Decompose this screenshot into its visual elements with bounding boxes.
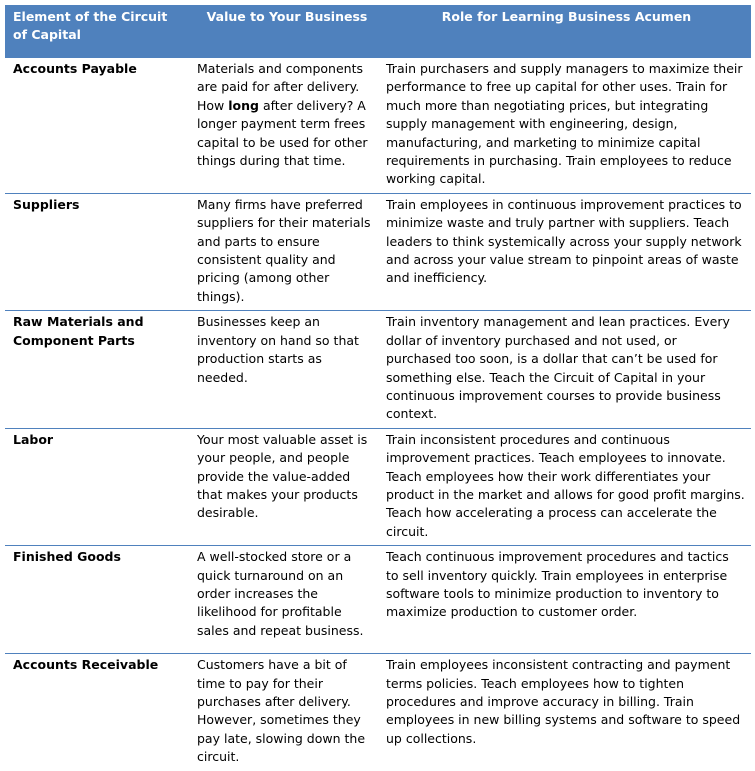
value-emphasis: long xyxy=(228,97,259,113)
value-cell: A well-stocked store or a quick turnaround on an order increases the likelihood for profitable sales and repeat business. xyxy=(192,546,382,654)
value-text: Materials and components are paid for after delivery. How xyxy=(197,61,363,113)
table-row xyxy=(5,654,751,771)
header-role: Role for Learning Business Acumen xyxy=(382,5,751,58)
table-row xyxy=(5,58,751,193)
role-cell: Train purchasers and supply managers to maximize their performance to free up capital for other uses. Train for much more than negotiating prices, but integrating supply management with engineering, design, manufacturing, and marketing to minimize capital requirements in purchasing. Train employees to reduce working capital. xyxy=(386,61,743,187)
role-cell: Train employees in continuous improvement practices to minimize waste and truly partner with suppliers. Teach leaders to think systemically across your supply network and across your value stream to pinpoint areas of waste and inefficiency. xyxy=(382,193,751,310)
header-element: Element of the Circuit of Capital xyxy=(5,5,192,58)
table-row xyxy=(5,546,751,654)
value-cell: Your most valuable asset is your people, and people provide the value-added that makes your products desirable. xyxy=(192,428,382,545)
element-cell: Finished Goods xyxy=(5,546,192,654)
table-row xyxy=(5,428,751,545)
value-cell: Customers have a bit of time to pay for their purchases after delivery. However, sometimes they pay late, slowing down the circuit. xyxy=(192,654,382,771)
role-cell: Train inconsistent procedures and continuous improvement practices. Teach employees to innovate. Teach employees how their work differentiates your product in the market and allows for good profit margins. Teach how accelerating a process can accelerate the circuit. xyxy=(382,428,751,545)
element-cell: Raw Materials and Component Parts xyxy=(5,311,192,428)
value-text: after delivery? A longer payment term frees capital to be used for other things during that time. xyxy=(197,97,368,169)
value-cell: Many firms have preferred suppliers for their materials and parts to ensure consistent quality and pricing (among other things). xyxy=(192,193,382,310)
value-cell: Businesses keep an inventory on hand so that production starts as needed. xyxy=(192,311,382,428)
element-cell: Suppliers xyxy=(5,193,192,310)
table-header-row xyxy=(5,5,751,58)
circuit-of-capital-table xyxy=(5,5,751,771)
role-cell: Train inventory management and lean practices. Every dollar of inventory purchased and not used, or purchased too soon, is a dollar that can’t be used for something else. Teach the Circuit of Capital in your continuous improvement courses to provide business context. xyxy=(382,311,751,428)
table-row xyxy=(5,193,751,310)
header-value: Value to Your Business xyxy=(192,5,382,58)
value-cell xyxy=(192,58,382,193)
element-cell: Accounts Receivable xyxy=(5,654,192,771)
role-cell: Teach continuous improvement procedures and tactics to sell inventory quickly. Train employees in enterprise software tools to minimize production to inventory to maximize production to customer order. xyxy=(382,546,751,654)
table-row xyxy=(5,311,751,428)
element-cell: Labor xyxy=(5,428,192,545)
element-cell: Accounts Payable xyxy=(13,61,137,76)
role-cell: Train employees inconsistent contracting and payment terms policies. Teach employees how to tighten procedures and improve accuracy in billing. Train employees in new billing systems and software to speed up collections. xyxy=(382,654,751,771)
